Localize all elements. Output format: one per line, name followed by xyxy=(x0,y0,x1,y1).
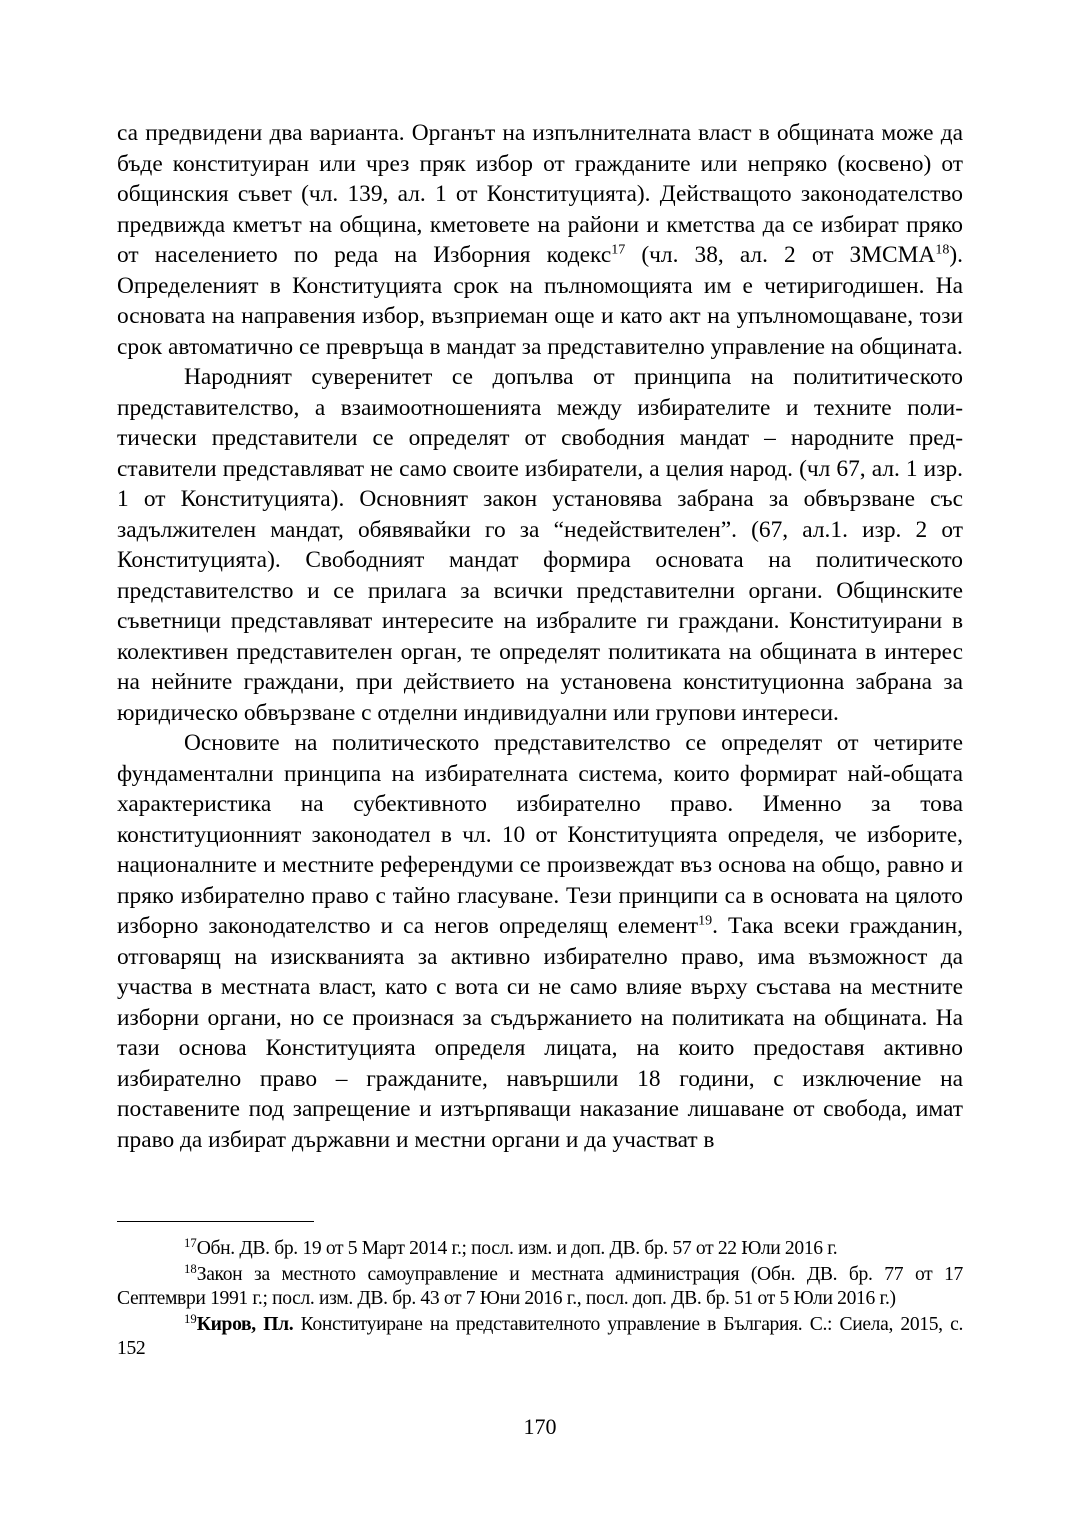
footnotes xyxy=(117,1237,963,1363)
paragraph-1-text-a: са предвидени два варианта. Органът на изпълнителната власт в общината може да бъде конституиран или чрез пряк избор от гражданите или непряко (косвено) от общинския съвет (чл. 139, ал. 1 от Конституцията). Действащото законодателство предвижда кметът на община, кметовете на райони и кметства да се избират пряко от населението по реда на Изборния кодекс xyxy=(117,120,963,268)
footnote-17 xyxy=(117,1237,963,1261)
footnote-separator xyxy=(117,1221,314,1222)
paragraph-3-text-b: . Така всеки гражданин, отговарящ на изискванията за активно избирателно право, има възможност да участва в местната власт, като с вота си не само влияе върху състава на местните изборни органи, но се произнася за съдържанието на политиката на общината. На тази основа Конституцията определя лицата, на които предоставя активно избирателно право – гражданите, навършили 18 години, с изключение на поставените под запрещение и изтърпяващи наказание лишаване от свобода, имат право да избират държавни и местни органи и да участват в xyxy=(117,913,963,1153)
footnote-18 xyxy=(117,1263,963,1311)
footnote-ref-17[interactable]: 17 xyxy=(611,241,626,258)
page-number: 170 xyxy=(523,1414,557,1439)
footnote-text: Конституиране на представителното управление в България. С.: Сиела, 2015, с. 152 xyxy=(117,1314,964,1359)
paragraph-2: Народният суверенитет се допълва от принципа на полититическото представителство, а взаимоотношенията между избирателите и техните политически представители се определят от свободния мандат – народните представители представляват не само своите избиратели, а целия народ. (чл 67, ал. 1 изр. 1 от Конституцията). Основният закон установява забрана за обвързване със задължителен мандат, обявявайки го за “недействителен”. (67, ал.1. изр. 2 от Конституцията). Свободният мандат формира основата на политическото представителство и се прилага за всички представителни органи. Общинските съветници представляват интересите на избралите ги граждани. Конституирани в колективен представителен орган, те определят политиката на общината в интерес на нейните граждани, при действието на установена конституционна забрана за юридическо обвързване с отделни индивидуални или групови интереси. xyxy=(117,364,963,726)
footnote-text: Обн. ДВ. бр. 19 от 5 Март 2014 г.; посл. изм. и доп. ДВ. бр. 57 от 22 Юли 2016 г. xyxy=(196,1238,838,1259)
footnote-ref-19[interactable]: 19 xyxy=(698,912,713,929)
footnote-text: Закон за местното самоуправление и местната администрация (Обн. ДВ. бр. 77 от 17 Септември 1991 г.; посл. изм. ДВ. бр. 43 от 7 Юни 2016 г., посл. доп. ДВ. бр. 51 от 5 Юли 2016 г.) xyxy=(117,1264,963,1309)
footnote-ref-18[interactable]: 18 xyxy=(935,241,950,258)
paragraph-1 xyxy=(117,118,963,362)
page-body xyxy=(117,118,963,1155)
paragraph-3 xyxy=(117,728,963,1155)
footnote-number: 17 xyxy=(184,1236,197,1250)
footnote-19 xyxy=(117,1313,963,1361)
footnote-number: 18 xyxy=(184,1262,197,1276)
footnote-number: 19 xyxy=(184,1312,197,1326)
footnote-author: Киров, Пл. xyxy=(196,1314,294,1335)
paragraph-1-text-c: ). Определеният в Конституцията срок на пълномощията им е четиригодишен. На основата на направения избор, възприеман още и като акт на упълномощаване, този срок автоматично се превръща в мандат за представително управление на общината. xyxy=(117,242,963,360)
paragraph-3-text-a: Основите на политическото представителство се определят от четирите фундаментални принципа на избирателната система, които формират най-общата характеристика на субективното избирателно право. Именно за това конституционният законодател в чл. 10 от Конституцията определя, че изборите, националните и местните референдуми се произвеждат въз основа на общо, равно и пряко избирателно право с тайно гласуване. Тези принципи са в основата на цялото изборно законодателство и са негов определящ елемент xyxy=(117,730,963,939)
paragraph-1-text-b: (чл. 38, ал. 2 от ЗМСМА xyxy=(625,242,936,268)
